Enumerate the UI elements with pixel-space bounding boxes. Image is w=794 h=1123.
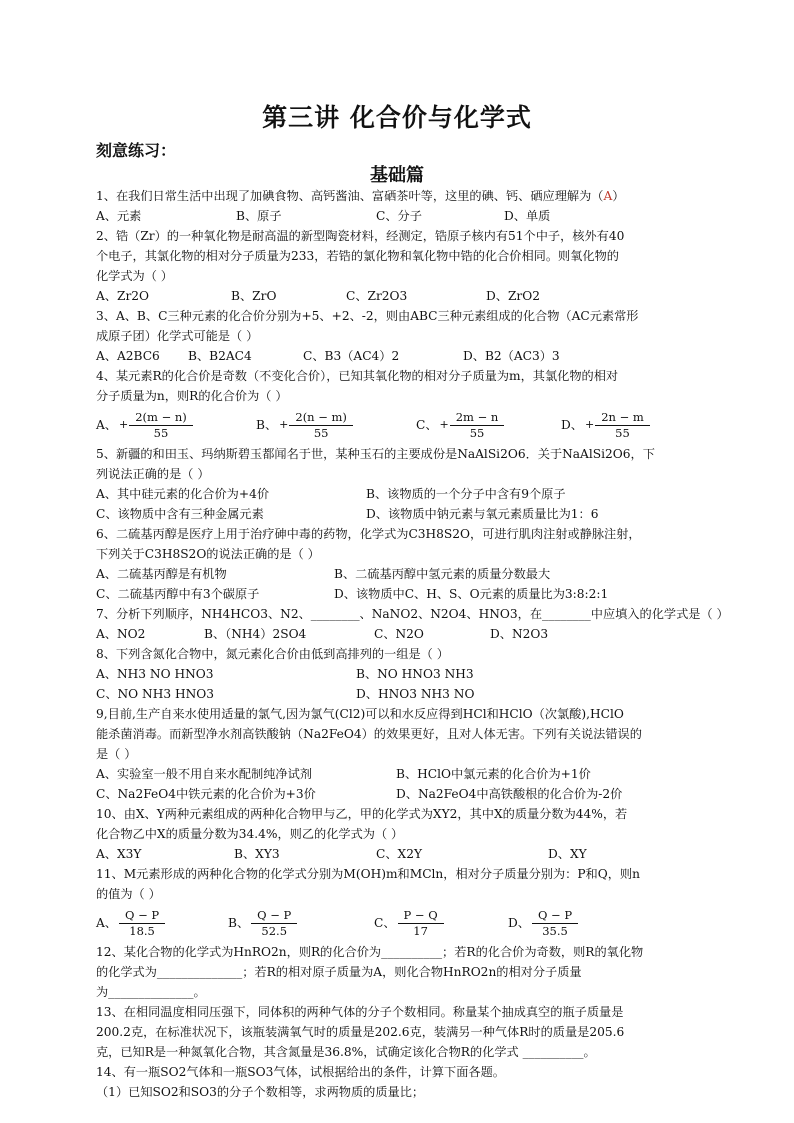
section-subtitle: 基础篇 — [370, 165, 424, 186]
fraction — [289, 410, 353, 441]
option-c: C、B3（AC4）2 — [303, 349, 400, 363]
option-a: A、 + $\frac{2(m - n)}{55}$ — [96, 410, 256, 441]
section-label: 刻意练习： — [96, 141, 177, 160]
option-d: D、Na2FeO4中高铁酸根的化合价为-2价 — [396, 787, 623, 801]
option-d: D、HNO3 NH3 NO — [356, 687, 475, 701]
option-c: C、N2O — [374, 627, 424, 641]
question-5-options-row-1 — [96, 484, 700, 504]
question-9-line-3: 是（ ） — [96, 747, 137, 761]
option-a — [96, 908, 228, 939]
option-b: B、二硫基丙醇中氢元素的质量分数最大 — [334, 567, 551, 581]
question-list — [96, 186, 729, 1102]
fraction — [595, 410, 650, 441]
option-a: A、实验室一般不用自来水配制纯净试剂 — [96, 767, 312, 781]
option-a: A、X3Y — [96, 847, 142, 861]
option-b — [228, 908, 374, 939]
option-d: D、XY — [548, 847, 587, 861]
option-b: B、NO HNO3 NH3 — [356, 667, 474, 681]
option-label: D、 — [508, 916, 530, 930]
question-10-line-1: 10、由X、Y两种元素组成的两种化合物甲与乙，甲的化学式为XY2，其中X的质量分数为44%，若 — [96, 807, 628, 821]
question-3-line-2: 成原子团）化学式可能是（ ） — [96, 329, 259, 343]
option-c: C、分子 — [376, 209, 422, 223]
numerator: 2(n − m) — [289, 410, 353, 426]
question-11-options — [96, 904, 700, 942]
question-11-line-2: 的值为（ ） — [96, 887, 161, 901]
option-a: A、A2BC6 — [96, 349, 160, 363]
question-8-options-row-2 — [96, 684, 700, 704]
option-label: A、 — [96, 418, 117, 432]
question-3-line-1: 3、A、B、C三种元素的化合价分别为+5、+2、-2，则由ABC三种元素组成的化合物（AC元素常形 — [96, 309, 639, 323]
option-c: C、Zr2O3 — [346, 289, 408, 303]
denominator: 55 — [313, 425, 329, 440]
numerator: 2n − m — [595, 410, 650, 426]
denominator: 55 — [153, 425, 169, 440]
option-label: A、 — [96, 916, 117, 930]
numerator: Q − P — [251, 908, 297, 924]
denominator: 18.5 — [129, 923, 155, 938]
fraction — [251, 908, 297, 939]
fraction — [450, 410, 505, 441]
question-14-line-1: 14、有一瓶SO2气体和一瓶SO3气体，试根据给出的条件，计算下面各题。 — [96, 1065, 505, 1079]
question-10-options — [96, 844, 700, 864]
numerator: 2(m − n) — [129, 410, 193, 426]
option-a: A、元素 — [96, 209, 142, 223]
question-12-line-3: 为______________。 — [96, 985, 206, 999]
option-b: B、XY3 — [234, 847, 280, 861]
option-c: C、 + $\frac{2m - n}{55}$ — [416, 410, 561, 441]
question-5-options-row-2 — [96, 504, 700, 524]
option-label: B、 — [256, 418, 278, 432]
option-label: B、 — [228, 916, 250, 930]
question-6-line-1: 6、二硫基丙醇是医疗上用于治疗砷中毒的药物，化学式为C3H8S2O，可进行肌肉注射或静脉注射， — [96, 527, 641, 541]
option-c — [374, 908, 508, 939]
option-a: A、NO2 — [96, 627, 146, 641]
fraction — [119, 908, 165, 939]
option-a: A、二硫基丙醇是有机物 — [96, 567, 227, 581]
option-a: A、其中硅元素的化合价为+4价 — [96, 487, 270, 501]
denominator: 17 — [413, 923, 428, 938]
option-label: C、 — [416, 418, 438, 432]
question-2-options — [96, 286, 700, 306]
option-b: B、 + $\frac{2(n - m)}{55}$ — [256, 410, 416, 441]
option-label: C、 — [374, 916, 396, 930]
option-a: A、Zr2O — [96, 289, 150, 303]
question-8-options-row-1 — [96, 664, 700, 684]
question-6-options-row-2 — [96, 584, 700, 604]
question-2-line-1: 2、锆（Zr）的一种氧化物是耐高温的新型陶瓷材料，经测定，锆原子核内有51个中子，核外有40 — [96, 229, 625, 243]
option-d — [508, 908, 578, 939]
option-c: C、该物质中含有三种金属元素 — [96, 507, 264, 521]
question-5-line-2: 列说法正确的是（ ） — [96, 467, 210, 481]
numerator: Q − P — [119, 908, 165, 924]
option-d: D、该物质中C、H、S、O元素的质量比为3:8:2:1 — [334, 587, 609, 601]
option-b: B、B2AC4 — [188, 349, 252, 363]
option-d: D、B2（AC3）3 — [463, 349, 560, 363]
option-b: B、该物质的一个分子中含有9个原子 — [366, 487, 566, 501]
question-12-line-2: 的化学式为______________；若R的相对原子质量为A，则化合物HnRO2n的相对分子质量 — [96, 965, 582, 979]
option-c: C、NO NH3 HNO3 — [96, 687, 215, 701]
question-11-line-1: 11、M元素形成的两种化合物的化学式分别为M(OH)m和MCln，相对分子质量分别为：P和Q，则n — [96, 867, 640, 881]
option-d: D、 + $\frac{2n - m}{55}$ — [561, 410, 650, 441]
question-9-options-row-2 — [96, 784, 700, 804]
option-b: B、（NH4）2SO4 — [204, 627, 307, 641]
option-c: C、Na2FeO4中铁元素的化合价为+3价 — [96, 787, 316, 801]
denominator: 55 — [469, 425, 485, 440]
question-4-line-2: 分子质量为n，则R的化合价为（ ） — [96, 389, 288, 403]
question-5-line-1: 5、新疆的和田玉、玛纳斯碧玉都闻名于世，某种玉石的主要成份是NaAlSi2O6．关于NaAlSi2O6，下 — [96, 447, 655, 461]
fraction — [398, 908, 444, 939]
question-6-options-row-1 — [96, 564, 700, 584]
question-1-options — [96, 206, 700, 226]
question-1-stem — [96, 186, 700, 206]
question-3-options — [96, 346, 700, 366]
fraction — [532, 908, 578, 939]
question-12-line-1: 12、某化合物的化学式为HnRO2n，则R的化合价为__________；若R的化合价为奇数，则R的氧化物 — [96, 945, 644, 959]
denominator: 52.5 — [261, 923, 288, 938]
option-d: D、该物质中钠元素与氧元素质量比为1：6 — [366, 507, 599, 521]
option-c: C、二硫基丙醇中有3个碳原子 — [96, 587, 260, 601]
question-4-options — [96, 406, 700, 444]
question-9-line-1: 9,目前,生产自来水使用适量的氯气,因为氯气(Cl2)可以和水反应得到HCl和HClO（次氯酸),HClO — [96, 707, 624, 721]
question-7-stem: 7、分析下列顺序，NH4HCO3、N2、________、NaNO2、N2O4、HNO3，在________中应填入的化学式是（ ） — [96, 607, 729, 621]
option-label: D、 — [561, 418, 583, 432]
question-2-line-3: 化学式为（ ） — [96, 269, 173, 283]
numerator: 2m − n — [450, 410, 505, 426]
question-14-line-2: （1）已知SO2和SO3的分子个数相等，求两物质的质量比； — [96, 1085, 425, 1099]
question-9-options-row-1 — [96, 764, 700, 784]
option-c: C、X2Y — [376, 847, 422, 861]
question-2-line-2: 个电子，其氯化物的相对分子质量为233，若锆的氯化物和氧化物中锆的化合价相同。则氧化物的 — [96, 249, 619, 263]
question-1-text-end: ） — [612, 189, 625, 203]
option-a: A、NH3 NO HNO3 — [96, 667, 214, 681]
option-d: D、N2O3 — [490, 627, 549, 641]
question-7-options — [96, 624, 700, 644]
denominator: 55 — [615, 425, 630, 440]
numerator: Q − P — [532, 908, 578, 924]
option-b: B、HClO中氯元素的化合价为+1价 — [396, 767, 591, 781]
question-1-text: 1、在我们日常生活中出现了加碘食物、高钙酱油、富硒茶叶等，这里的碘、钙、硒应理解为（ — [96, 189, 604, 203]
question-9-line-2: 能杀菌消毒。而新型净水剂高铁酸钠（Na2FeO4）的效果更好，且对人体无害。下列有关说法错误的 — [96, 727, 642, 741]
question-8-stem: 8、下列含氮化合物中，氮元素化合价由低到高排列的一组是（ ） — [96, 647, 449, 661]
numerator: P − Q — [398, 908, 444, 924]
question-1-answer: A — [603, 189, 613, 203]
denominator: 35.5 — [542, 923, 568, 938]
question-13-line-2: 200.2克，在标准状况下，该瓶装满氧气时的质量是202.6克，装满另一种气体R时的质量是205.6 — [96, 1025, 625, 1039]
page-title: 第三讲 化合价与化学式 — [262, 103, 532, 132]
question-13-line-1: 13、在相同温度相同压强下，同体积的两种气体的分子个数相同。称量某个抽成真空的瓶子质量是 — [96, 1005, 624, 1019]
question-4-line-1: 4、某元素R的化合价是奇数（不变化合价），已知其氧化物的相对分子质量为m，其氯化物的相对 — [96, 369, 619, 383]
question-6-line-2: 下列关于C3H8S2O的说法正确的是（ ） — [96, 547, 320, 561]
question-10-line-2: 化合物乙中X的质量分数为34.4%，则乙的化学式为（ ） — [96, 827, 404, 841]
question-13-line-3: 克，已知R是一种氮氧化合物，其含氮量是36.8%，试确定该化合物R的化学式 __________。 — [96, 1045, 596, 1059]
option-b: B、ZrO — [231, 289, 277, 303]
option-b: B、原子 — [236, 209, 282, 223]
option-d: D、单质 — [504, 209, 551, 223]
fraction — [129, 410, 193, 441]
option-d: D、ZrO2 — [486, 289, 540, 303]
